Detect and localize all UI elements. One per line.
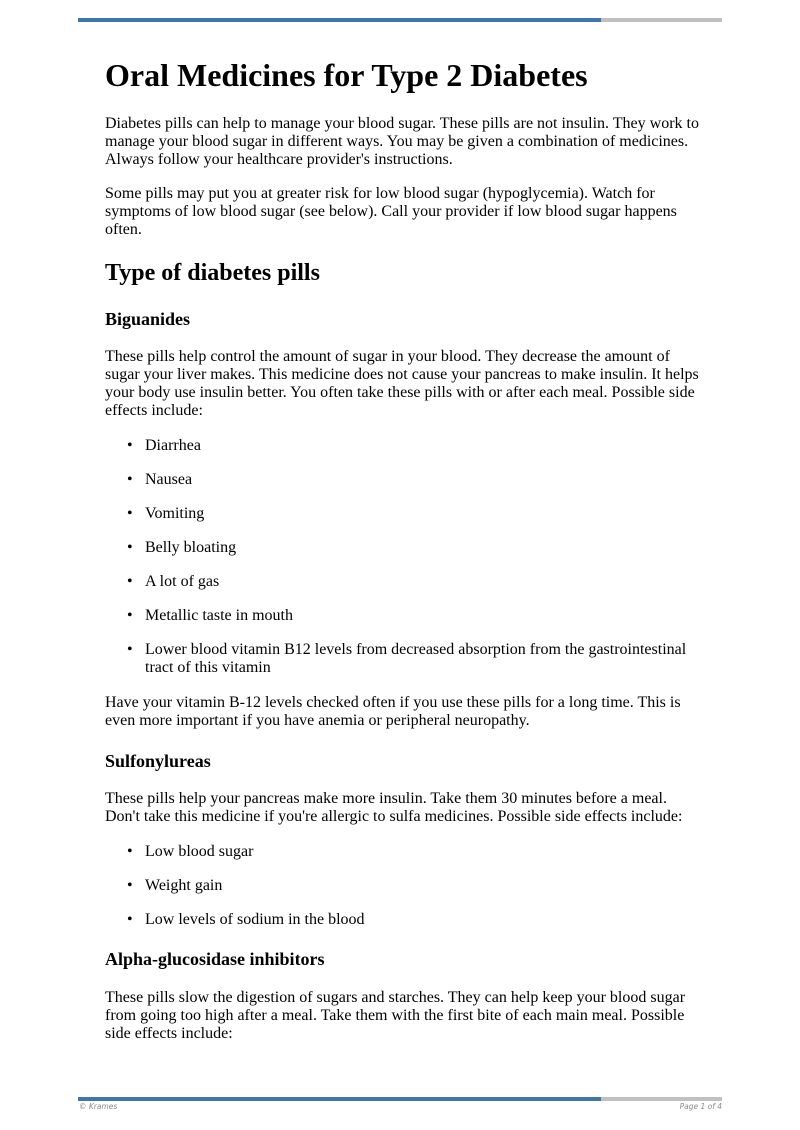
bullet-icon: • (127, 471, 133, 488)
list-item-text: Diarrhea (145, 437, 201, 454)
intro-paragraph-2: Some pills may put you at greater risk for low blood sugar (hypoglycemia). Watch for symptoms of low blood sugar (see below). Call your provider if low blood sugar happens often. (105, 185, 677, 238)
page-title: Oral Medicines for Type 2 Diabetes (105, 57, 588, 93)
list-item-text: Vomiting (145, 505, 205, 522)
list-item-text: A lot of gas (145, 573, 220, 590)
bullet-icon: • (127, 843, 133, 860)
list-item (105, 607, 705, 625)
list-item-text: Belly bloating (145, 539, 237, 556)
bullet-icon: • (127, 437, 133, 454)
list-item-text: Metallic taste in mouth (145, 607, 293, 624)
header-bar-blue-segment (78, 18, 601, 22)
biguanides-side-effects-list (105, 437, 705, 693)
footer-progress-bar (78, 1097, 722, 1101)
footer-bar-blue-segment (78, 1097, 601, 1101)
bullet-icon: • (127, 607, 133, 624)
bullet-icon: • (127, 877, 133, 894)
list-item-text: Low levels of sodium in the blood (145, 911, 365, 928)
biguanides-paragraph: These pills help control the amount of sugar in your blood. They decrease the amount of sugar your liver makes. This medicine does not cause your pancreas to make insulin. It helps your body use insulin better. You often take these pills with or after each meal. Possible side effects include: (105, 348, 699, 419)
list-item-text: Lower blood vitamin B12 levels from decreased absorption from the gastrointestinal tract of this vitamin (145, 641, 687, 676)
bullet-icon: • (127, 641, 133, 658)
list-item (105, 471, 705, 489)
list-item (105, 641, 705, 677)
sulfonylureas-paragraph: These pills help your pancreas make more insulin. Take them 30 minutes before a meal. Don't take this medicine if you're allergic to sulfa medicines. Possible side effects include: (105, 790, 683, 825)
intro-paragraph-1: Diabetes pills can help to manage your blood sugar. These pills are not insulin. They work to manage your blood sugar in different ways. You may be given a combination of medicines. Always follow your healthcare provider's instructions. (105, 115, 699, 168)
section-heading: Type of diabetes pills (105, 260, 320, 286)
alpha-glucosidase-heading: Alpha-glucosidase inhibitors (105, 949, 325, 969)
list-item-text: Weight gain (145, 877, 223, 894)
footer-page-number: Page 1 of 4 (679, 1102, 722, 1111)
list-item (105, 505, 705, 523)
list-item-text: Low blood sugar (145, 843, 254, 860)
bullet-icon: • (127, 573, 133, 590)
list-item (105, 539, 705, 557)
footer-copyright: © Krames (79, 1102, 118, 1111)
header-progress-bar (78, 18, 722, 22)
list-item (105, 911, 705, 929)
sulfonylureas-side-effects-list (105, 843, 705, 945)
list-item (105, 843, 705, 861)
bullet-icon: • (127, 505, 133, 522)
footer-bar-gray-segment (601, 1097, 722, 1101)
biguanides-note: Have your vitamin B-12 levels checked often if you use these pills for a long time. This is even more important if you have anemia or peripheral neuropathy. (105, 694, 681, 729)
list-item (105, 573, 705, 591)
bullet-icon: • (127, 539, 133, 556)
alpha-glucosidase-paragraph: These pills slow the digestion of sugars and starches. They can help keep your blood sugar from going too high after a meal. Take them with the first bite of each main meal. Possible side effects include: (105, 989, 686, 1042)
list-item-text: Nausea (145, 471, 193, 488)
list-item (105, 877, 705, 895)
bullet-icon: • (127, 911, 133, 928)
list-item (105, 437, 705, 455)
sulfonylureas-heading: Sulfonylureas (105, 751, 211, 771)
biguanides-heading: Biguanides (105, 309, 191, 329)
header-bar-gray-segment (601, 18, 722, 22)
